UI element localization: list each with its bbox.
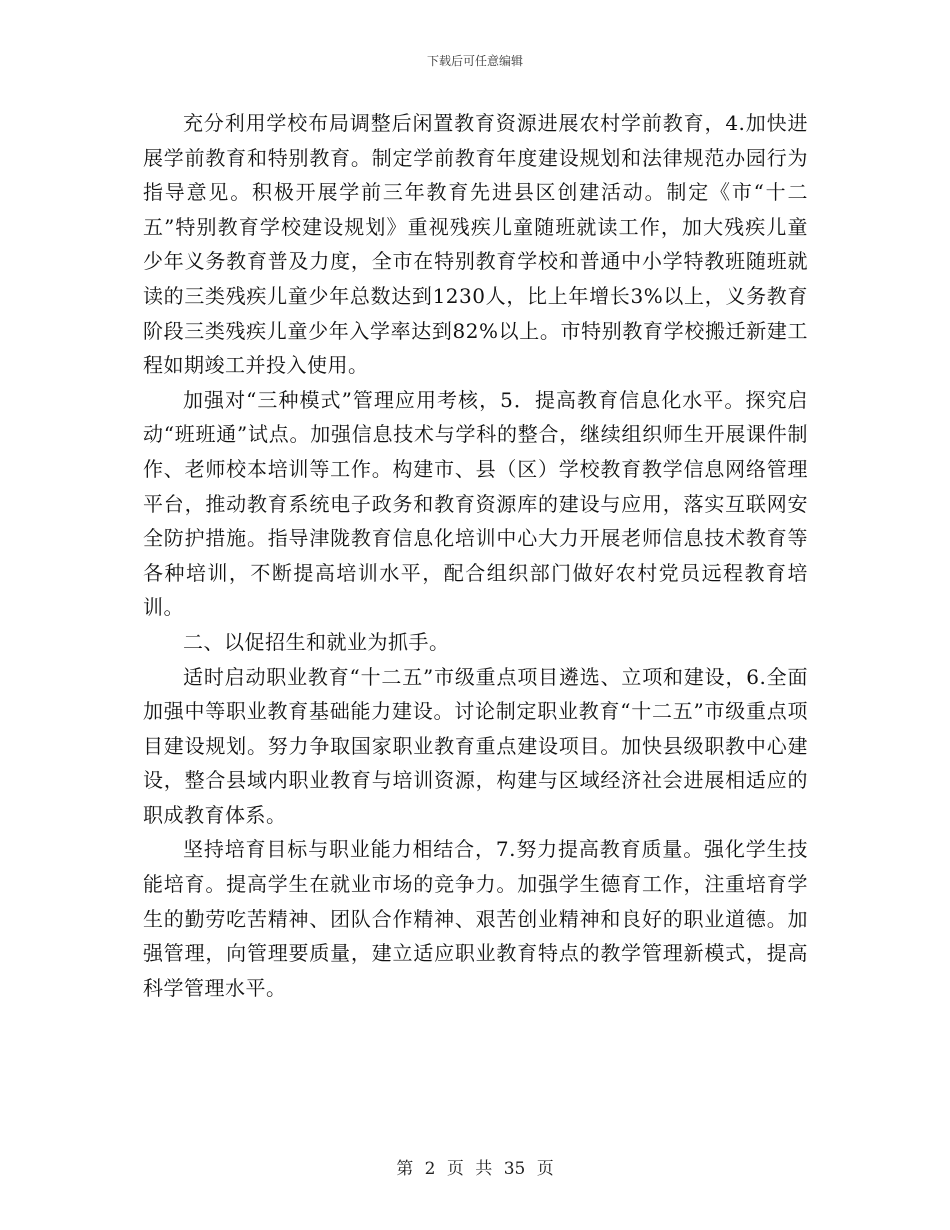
paragraph-vocational-capacity: 适时启动职业教育“十二五”市级重点项目遴选、立项和建设，6.全面加强中等职业教育基础能力建设。讨论制定职业教育“十二五”市级重点项目建设规划。努力争取国家职业教育重点建设项目。加快县级职教中心建设，整合县域内职业教育与培训资源，构建与区域经济社会进展相适应的职成教育体系。: [143, 664, 808, 827]
section-heading-enrollment-employment: 二、以促招生和就业为抓手。: [183, 629, 450, 654]
paragraph-education-quality: 坚持培育目标与职业能力相结合，7.努力提高教育质量。强化学生技能培育。提高学生在就业市场的竞争力。加强学生德育工作，注重培育学生的勤劳吃苦精神、团队合作精神、艰苦创业精神和良好的职业道德。加强管理，向管理要质量，建立适应职业教育特点的教学管理新模式，提高科学管理水平。: [143, 837, 808, 1000]
document-body: [143, 106, 808, 1005]
page-header-note: 下载后可任意编辑: [426, 54, 523, 68]
paragraph-preschool-special-education: 充分利用学校布局调整后闲置教育资源进展农村学前教育，4.加快进展学前教育和特别教育。制定学前教育年度建设规划和法律规范办园行为指导意见。积极开展学前三年教育先进县区创建活动。制定《市“十二五”特别教育学校建设规划》重视残疾儿童随班就读工作，加大残疾儿童少年义务教育普及力度，全市在特别教育学校和普通中小学特教班随班就读的三类残疾儿童少年总数达到1230人，比上年增长3%以上，义务教育阶段三类残疾儿童少年入学率达到82%以上。市特别教育学校搬迁新建工程如期竣工并投入使用。: [143, 111, 808, 378]
page-number-footer: 第 2 页 共 35 页: [396, 1159, 554, 1179]
paragraph-education-informatization: 加强对“三种模式”管理应用考核，5．提高教育信息化水平。探究启动“班班通”试点。加强信息技术与学科的整合，继续组织师生开展课件制作、老师校本培训等工作。构建市、县（区）学校教育教学信息网络管理平台，推动教育系统电子政务和教育资源库的建设与应用，落实互联网安全防护措施。指导津陇教育信息化培训中心大力开展老师信息技术教育等各种培训，不断提高培训水平，配合组织部门做好农村党员远程教育培训。: [143, 387, 808, 620]
